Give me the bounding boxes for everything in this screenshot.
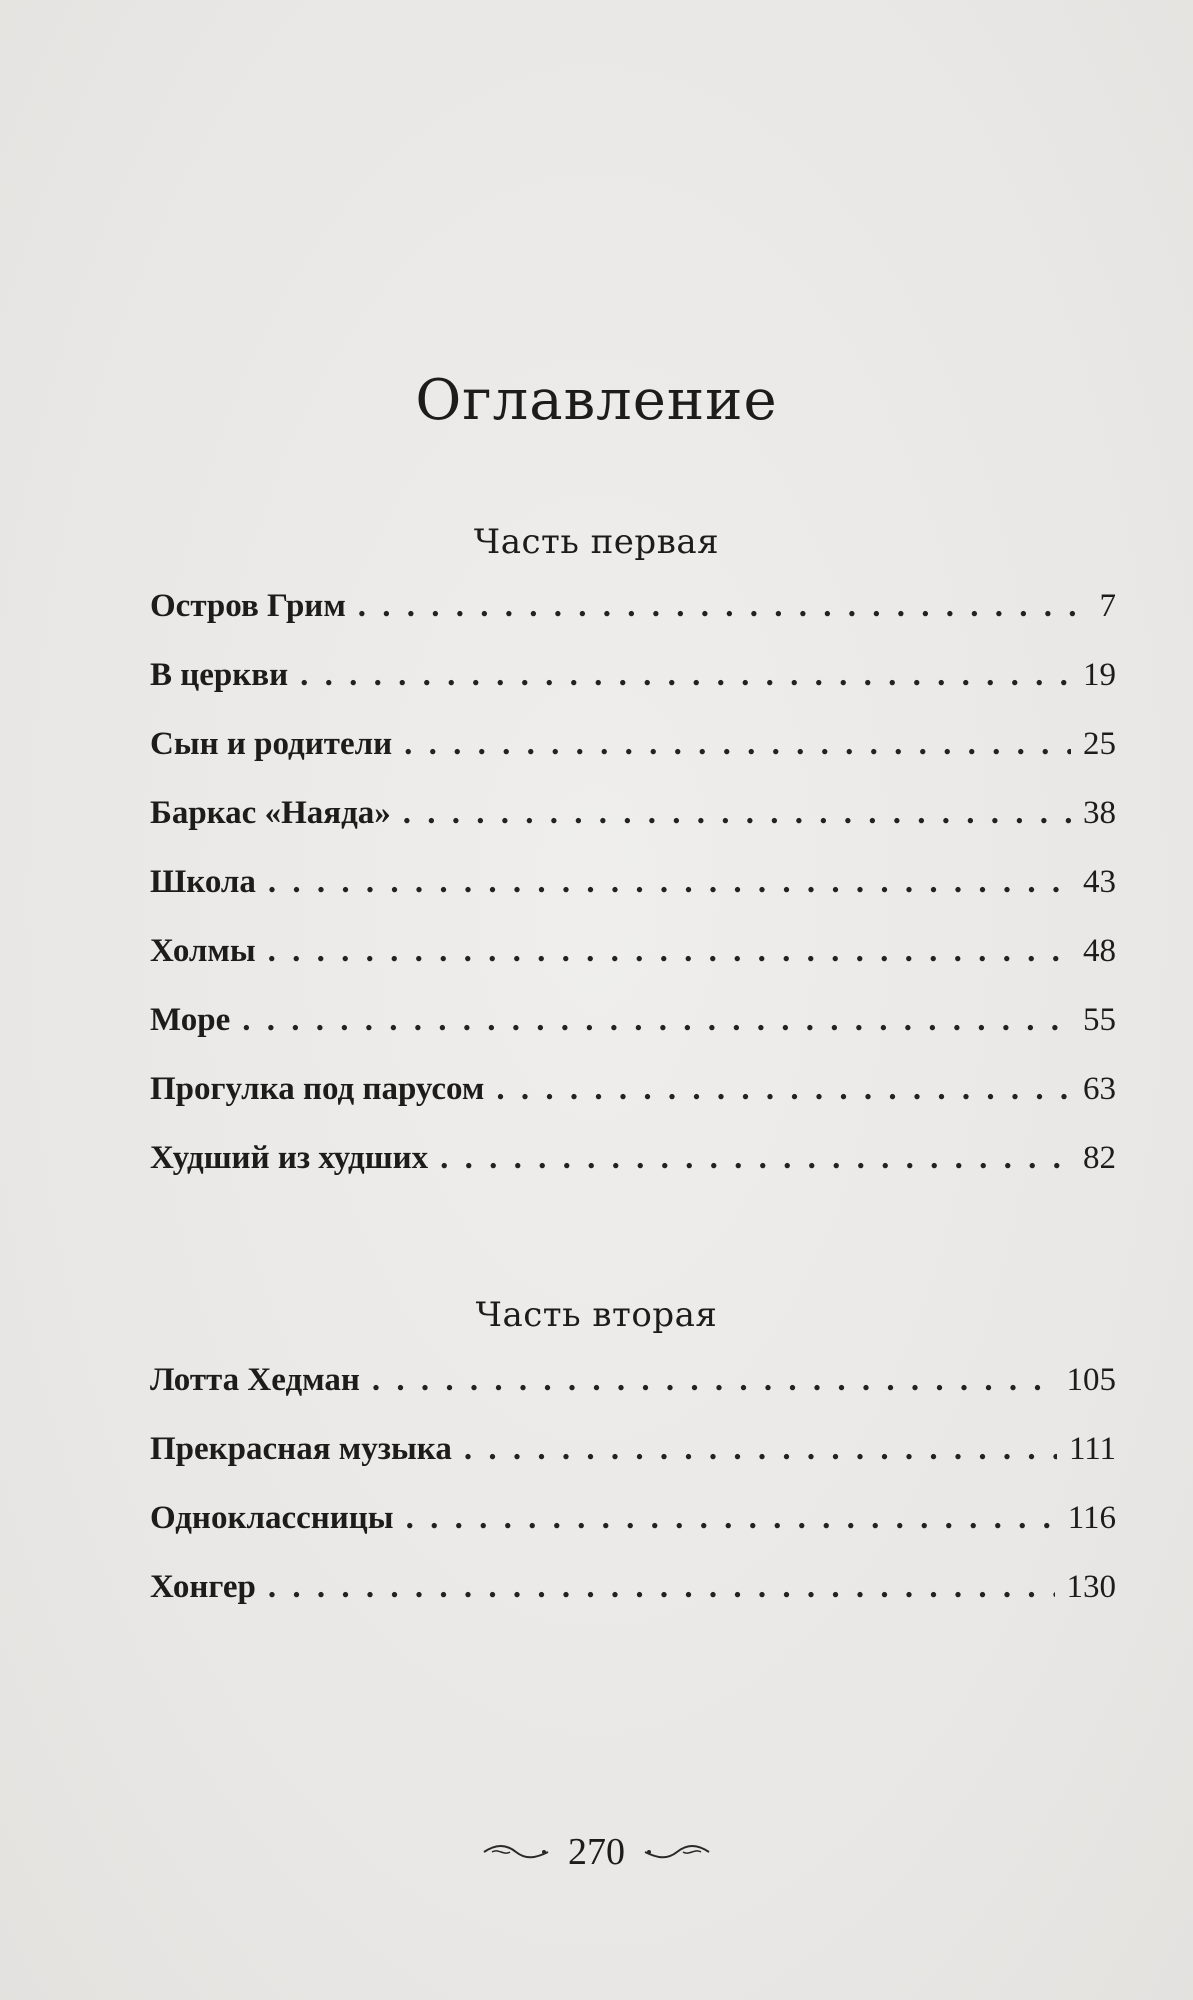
leader-dots xyxy=(496,1071,1071,1108)
part-label: Часть вторая xyxy=(475,1295,718,1335)
entry-title: Прекрасная музыка xyxy=(150,1431,452,1467)
entry-title: Прогулка под парусом xyxy=(150,1071,485,1107)
toc-entry[interactable] xyxy=(150,1071,1116,1140)
toc-entry[interactable] xyxy=(150,1002,1116,1071)
entry-page: 116 xyxy=(1067,1500,1116,1536)
entry-page: 48 xyxy=(1083,933,1116,969)
entry-title: Море xyxy=(150,1002,231,1038)
entry-page: 25 xyxy=(1083,726,1116,762)
entry-page: 55 xyxy=(1083,1002,1116,1038)
toc-entry[interactable] xyxy=(150,1362,1116,1431)
entry-title: Остров Грим xyxy=(150,588,346,624)
leader-dots xyxy=(300,657,1071,694)
entry-title: Лотта Хедман xyxy=(150,1362,360,1398)
entry-title: Баркас «Наяда» xyxy=(150,795,391,831)
leader-dots xyxy=(268,933,1071,970)
entry-title: Хонгер xyxy=(150,1569,256,1605)
entry-title: Худший из худших xyxy=(150,1140,429,1176)
entry-page: 38 xyxy=(1083,795,1116,831)
part-label: Часть первая xyxy=(473,522,720,562)
page-number: 270 xyxy=(568,1831,625,1873)
leader-dots xyxy=(403,795,1071,832)
entry-page: 105 xyxy=(1066,1362,1116,1398)
toc-entry[interactable] xyxy=(150,864,1116,933)
page-title: Оглавление xyxy=(415,367,778,433)
entry-title: В церкви xyxy=(150,657,289,693)
leader-dots xyxy=(406,1500,1056,1537)
part-heading-2 xyxy=(0,1295,1193,1335)
toc-list-part-1 xyxy=(150,588,1116,1209)
entry-title: Школа xyxy=(150,864,256,900)
flourish-ornament-icon xyxy=(643,1841,711,1863)
leader-dots xyxy=(464,1431,1057,1468)
flourish-ornament-icon xyxy=(482,1841,550,1863)
toc-entry[interactable] xyxy=(150,588,1116,657)
entry-title: Одноклассницы xyxy=(150,1500,394,1536)
entry-page: 43 xyxy=(1083,864,1116,900)
entry-page: 111 xyxy=(1068,1431,1116,1467)
entry-page: 19 xyxy=(1083,657,1116,693)
entry-page: 7 xyxy=(1099,588,1116,624)
leader-dots xyxy=(268,864,1071,901)
page-number-footer xyxy=(0,1830,1193,1874)
toc-entry[interactable] xyxy=(150,1431,1116,1500)
toc-list-part-2 xyxy=(150,1362,1116,1638)
toc-entry[interactable] xyxy=(150,1140,1116,1209)
leader-dots xyxy=(404,726,1071,763)
toc-entry[interactable] xyxy=(150,726,1116,795)
entry-page: 63 xyxy=(1083,1071,1116,1107)
leader-dots xyxy=(242,1002,1071,1039)
toc-entry[interactable] xyxy=(150,933,1116,1002)
part-heading-1 xyxy=(0,522,1193,562)
toc-entry[interactable] xyxy=(150,795,1116,864)
toc-entry[interactable] xyxy=(150,1500,1116,1569)
entry-title: Холмы xyxy=(150,933,256,969)
leader-dots xyxy=(268,1569,1055,1606)
toc-entry[interactable] xyxy=(150,657,1116,726)
entry-title: Сын и родители xyxy=(150,726,393,762)
entry-page: 130 xyxy=(1066,1569,1116,1605)
entry-page: 82 xyxy=(1083,1140,1116,1176)
toc-entry[interactable] xyxy=(150,1569,1116,1638)
leader-dots xyxy=(358,588,1088,625)
leader-dots xyxy=(440,1140,1071,1177)
leader-dots xyxy=(372,1362,1055,1399)
